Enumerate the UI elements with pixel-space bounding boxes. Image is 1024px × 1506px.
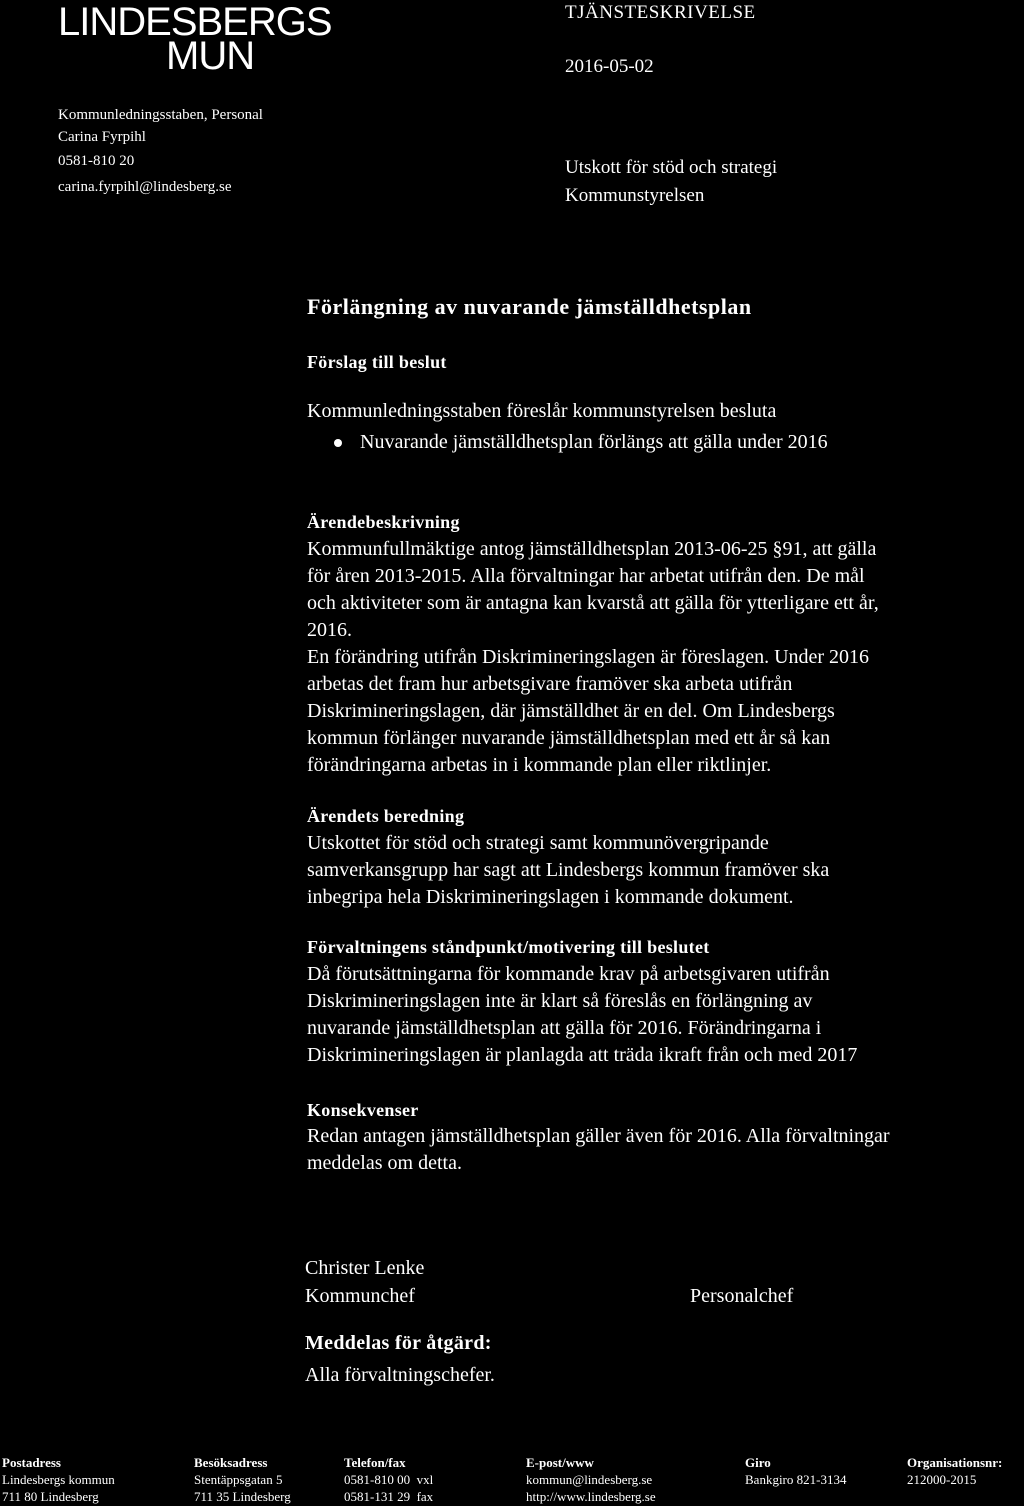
text-line: kommun förlänger nuvarande jämställdhetsplan med ett år så kan	[307, 727, 831, 749]
sender-email: carina.fyrpihl@lindesberg.se	[58, 179, 232, 195]
text-line: Redan antagen jämställdhetsplan gäller även för 2016. Alla förvaltningar	[307, 1125, 890, 1147]
description-heading: Ärendebeskrivning	[307, 512, 460, 532]
footer-label: Telefon/fax	[344, 1455, 406, 1470]
recipient: Utskott för stöd och strategi	[565, 157, 778, 178]
document-type: TJÄNSTESKRIVELSE	[565, 2, 756, 23]
proposal-bullet	[334, 429, 828, 456]
proposal-heading: Förslag till beslut	[307, 352, 447, 372]
description-text	[307, 536, 879, 779]
footer-label: Organisationsnr:	[907, 1455, 1003, 1470]
proposal-intro: Kommunledningsstaben föreslår kommunstyrelsen besluta	[307, 400, 777, 422]
recipients	[565, 154, 777, 210]
text-line: Diskrimineringslagen är planlagda att träda ikraft från och med 2017	[307, 1044, 858, 1066]
proposal-bullet-text: Nuvarande jämställdhetsplan förlängs att gälla under 2016	[360, 431, 828, 453]
footer-label: E-post/www	[526, 1455, 594, 1470]
notify-text: Alla förvaltningschefer.	[305, 1364, 495, 1386]
consequences-heading: Konsekvenser	[307, 1100, 419, 1120]
text-line: samverkansgrupp har sagt att Lindesbergs kommun framöver ska	[307, 859, 830, 881]
footer-line: 0581-810 00 vxl	[344, 1472, 434, 1487]
sender-phone: 0581-810 20	[58, 153, 135, 169]
text-line: meddelas om detta.	[307, 1152, 462, 1174]
signature-role-2: Personalchef	[690, 1285, 794, 1307]
text-line: förändringarna arbetas in i kommande plan eller riktlinjer.	[307, 754, 772, 776]
footer-column	[344, 1454, 433, 1505]
logo-line1: LINDESBERGS	[58, 0, 332, 44]
text-line: En förändring utifrån Diskrimineringslagen är föreslagen. Under 2016	[307, 646, 870, 668]
footer-label: Postadress	[2, 1455, 61, 1470]
consequences-text	[307, 1123, 890, 1177]
footer-label: Giro	[745, 1455, 771, 1470]
text-line: Diskrimineringslagen inte är klart så föreslås en förlängning av	[307, 990, 813, 1012]
text-line: nuvarande jämställdhetsplan att gälla för 2016. Förändringarna i	[307, 1017, 822, 1039]
position-text	[307, 961, 857, 1069]
bullet-icon	[334, 439, 342, 447]
text-line: 2016.	[307, 619, 352, 641]
sender-dept: Kommunledningsstaben, Personal	[58, 107, 263, 123]
footer-line: http://www.lindesberg.se	[526, 1489, 656, 1504]
footer-line: kommun@lindesberg.se	[526, 1472, 653, 1487]
page-title: Förlängning av nuvarande jämställdhetsplan	[307, 294, 752, 319]
text-line: Kommunfullmäktige antog jämställdhetsplan 2013-06-25 §91, att gälla	[307, 538, 877, 560]
footer-line: 711 80 Lindesberg	[2, 1489, 99, 1504]
logo-line2: MUN	[166, 34, 255, 78]
preparation-text	[307, 830, 829, 911]
footer-line: 212000-2015	[907, 1472, 977, 1487]
footer-column	[2, 1454, 115, 1505]
footer-line: Lindesbergs kommun	[2, 1472, 115, 1487]
footer-line: Bankgiro 821-3134	[745, 1472, 847, 1487]
footer-line: 0581-131 29 fax	[344, 1489, 434, 1504]
preparation-heading: Ärendets beredning	[307, 806, 465, 826]
notify-heading: Meddelas för åtgärd:	[305, 1332, 492, 1354]
signature-role-1: Kommunchef	[305, 1285, 415, 1307]
footer-line: 711 35 Lindesberg	[194, 1489, 291, 1504]
sender-block	[58, 104, 263, 198]
text-line: Då förutsättningarna för kommande krav på arbetsgivaren utifrån	[307, 963, 830, 985]
footer-column	[745, 1454, 846, 1488]
document-date: 2016-05-02	[565, 56, 654, 77]
text-line: Diskrimineringslagen, där jämställdhet är en del. Om Lindesbergs	[307, 700, 835, 722]
footer-label: Besöksadress	[194, 1455, 268, 1470]
sender-name: Carina Fyrpihl	[58, 129, 146, 145]
text-line: och aktiviteter som är antagna kan kvarstå att gälla för ytterligare ett år,	[307, 592, 879, 614]
text-line: inbegripa hela Diskrimineringslagen i kommande dokument.	[307, 886, 794, 908]
footer-column	[526, 1454, 656, 1505]
footer-column	[907, 1454, 1002, 1488]
position-heading: Förvaltningens ståndpunkt/motivering till beslutet	[307, 937, 710, 957]
footer-column	[194, 1454, 291, 1505]
footer-line: Stentäppsgatan 5	[194, 1472, 283, 1487]
text-line: för åren 2013-2015. Alla förvaltningar har arbetat utifrån den. De mål	[307, 565, 865, 587]
text-line: Utskottet för stöd och strategi samt kommunövergripande	[307, 832, 769, 854]
signature-name: Christer Lenke	[305, 1257, 425, 1279]
recipient: Kommunstyrelsen	[565, 185, 705, 206]
text-line: arbetas det fram hur arbetsgivare framöver ska arbeta utifrån	[307, 673, 793, 695]
